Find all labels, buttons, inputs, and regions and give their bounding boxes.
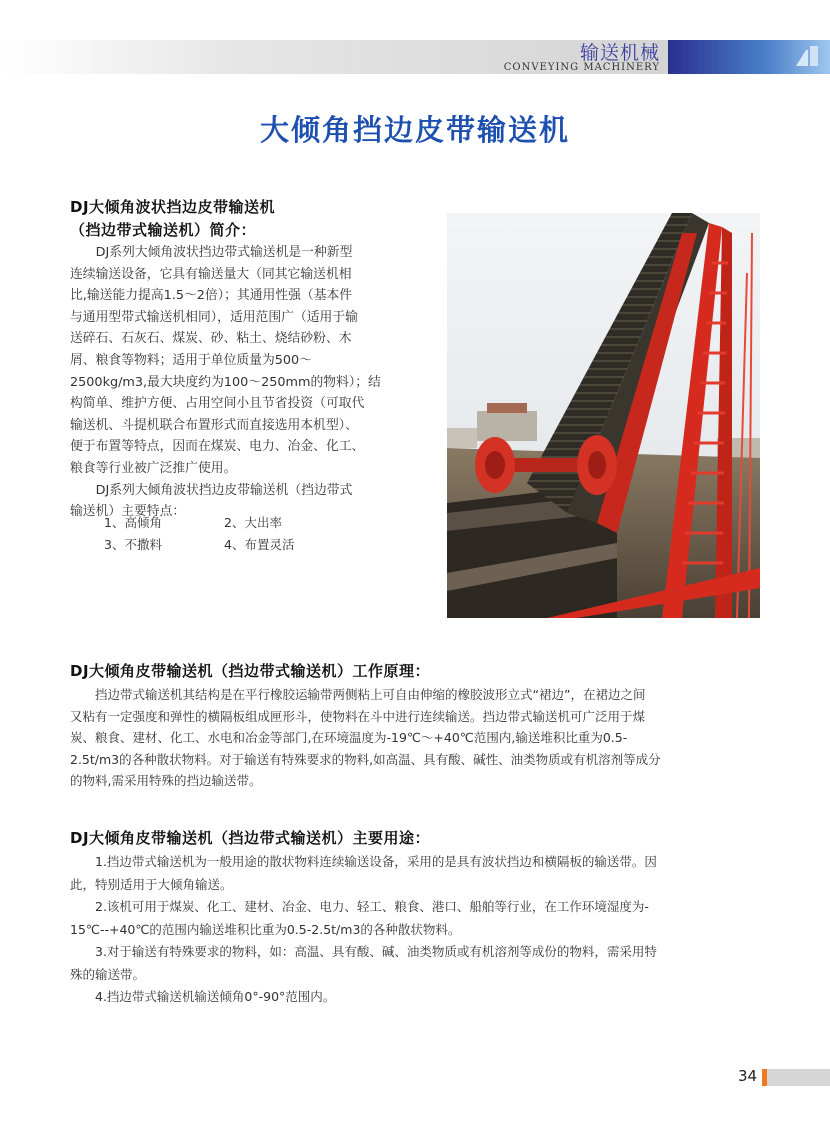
intro-line: 屑、粮食等物料；适用于单位质量为500～ [70, 352, 312, 368]
principle-line: 挡边带式输送机其结构是在平行橡胶运输带两侧粘上可自由伸缩的橡胶波形立式“裙边”，在裙边之间 [70, 687, 646, 702]
header-logo-box [668, 40, 830, 74]
feature-list [104, 512, 404, 556]
intro-line: 粮食等行业被广泛推广使用。 [70, 460, 237, 476]
principle-paragraph [70, 684, 770, 792]
intro-line: DJ系列大倾角波状挡边带式输送机是一种新型 [70, 245, 353, 260]
header-title-en: CONVEYING MACHINERY [503, 62, 660, 73]
usage-line: 2.该机可用于煤炭、化工、建材、冶金、电力、轻工、粮食、港口、船舶等行业，在工作环境湿度为- [70, 899, 649, 914]
usage-line: 殊的输送带。 [70, 966, 146, 982]
intro-line: 便于布置等特点，因而在煤炭、电力、冶金、化工、 [70, 439, 365, 455]
page-number: 34 [738, 1067, 758, 1085]
feature-item: 2、大出率 [224, 515, 282, 530]
intro-line: 输送机、斗提机联合布置形式而直接选用本机型）、 [70, 417, 358, 433]
usage-line: 1.挡边带式输送机为一般用途的散状物料连续输送设备，采用的是具有波状挡边和横隔板的输送带。因 [70, 854, 657, 869]
feature-item: 4、布置灵活 [224, 537, 295, 552]
intro-heading-line2: （挡边带式输送机）简介： [70, 221, 257, 239]
page-title: 大倾角挡边皮带输送机 [259, 113, 570, 147]
intro-line: 构简单、维护方便、占用空间小且节省投资（可取代 [70, 396, 365, 412]
intro-heading-line1: DJ大倾角波状挡边皮带输送机 [70, 198, 276, 216]
usage-paragraph [70, 851, 770, 1009]
principle-line: 的物料,需采用特殊的挡边输送带。 [70, 773, 262, 788]
intro-line: 送碎石、石灰石、煤炭、砂、粘土、烧结砂粉、木 [70, 331, 352, 347]
intro-line: 输送机）主要特点： [70, 504, 186, 520]
usage-heading: DJ大倾角皮带输送机（挡边带式输送机）主要用途： [70, 829, 431, 847]
principle-line: 炭、粮食、建材、化工、水电和冶金等部门,在环境温度为-19℃～+40℃范围内,输送堆积比重为0.5- [70, 730, 628, 745]
conveyor-photo [447, 213, 760, 618]
intro-line: 与通用型带式输送机相同），适用范围广（适用于输 [70, 309, 358, 325]
usage-line: 3.对于输送有特殊要求的物料，如：高温、具有酸、碱、油类物质或有机溶剂等成份的物料，需采用特 [70, 944, 657, 959]
conveyor-illustration [447, 213, 760, 618]
principle-line: 2.5t/m3的各种散状物料。对于输送有特殊要求的物料,如高温、具有酸、碱性、油类物质或有机溶剂等成分 [70, 751, 661, 767]
header-title-cn: 输送机械 [579, 42, 660, 64]
logo-icon [792, 44, 822, 70]
usage-line: 4.挡边带式输送机输送倾角0°-90°范围内。 [70, 989, 336, 1004]
intro-line: 连续输送设备，它具有输送量大（同其它输送机相 [70, 266, 352, 282]
principle-heading: DJ大倾角皮带输送机（挡边带式输送机）工作原理： [70, 662, 431, 680]
page-number-band [767, 1069, 830, 1086]
usage-line: 15℃--+40℃的范围内输送堆积比重为0.5-2.5t/m3的各种散状物料。 [70, 921, 461, 937]
intro-line: 2500kg/m3,最大块度约为100～250mm的物料）；结 [70, 374, 381, 390]
principle-line: 又粘有一定强度和弹性的横隔板组成匣形斗，使物料在斗中进行连续输送。挡边带式输送机可广泛用于煤 [70, 708, 646, 724]
feature-item: 1、高倾角 [104, 515, 162, 530]
intro-line: 比,输送能力提高1.5～2倍）；其通用性强（基本件 [70, 288, 353, 304]
usage-line: 此，特别适用于大倾角输送。 [70, 876, 233, 892]
feature-item: 3、不撒料 [104, 537, 162, 552]
intro-line: DJ系列大倾角波状挡边皮带输送机（挡边带式 [70, 482, 353, 498]
intro-paragraph [70, 242, 420, 523]
